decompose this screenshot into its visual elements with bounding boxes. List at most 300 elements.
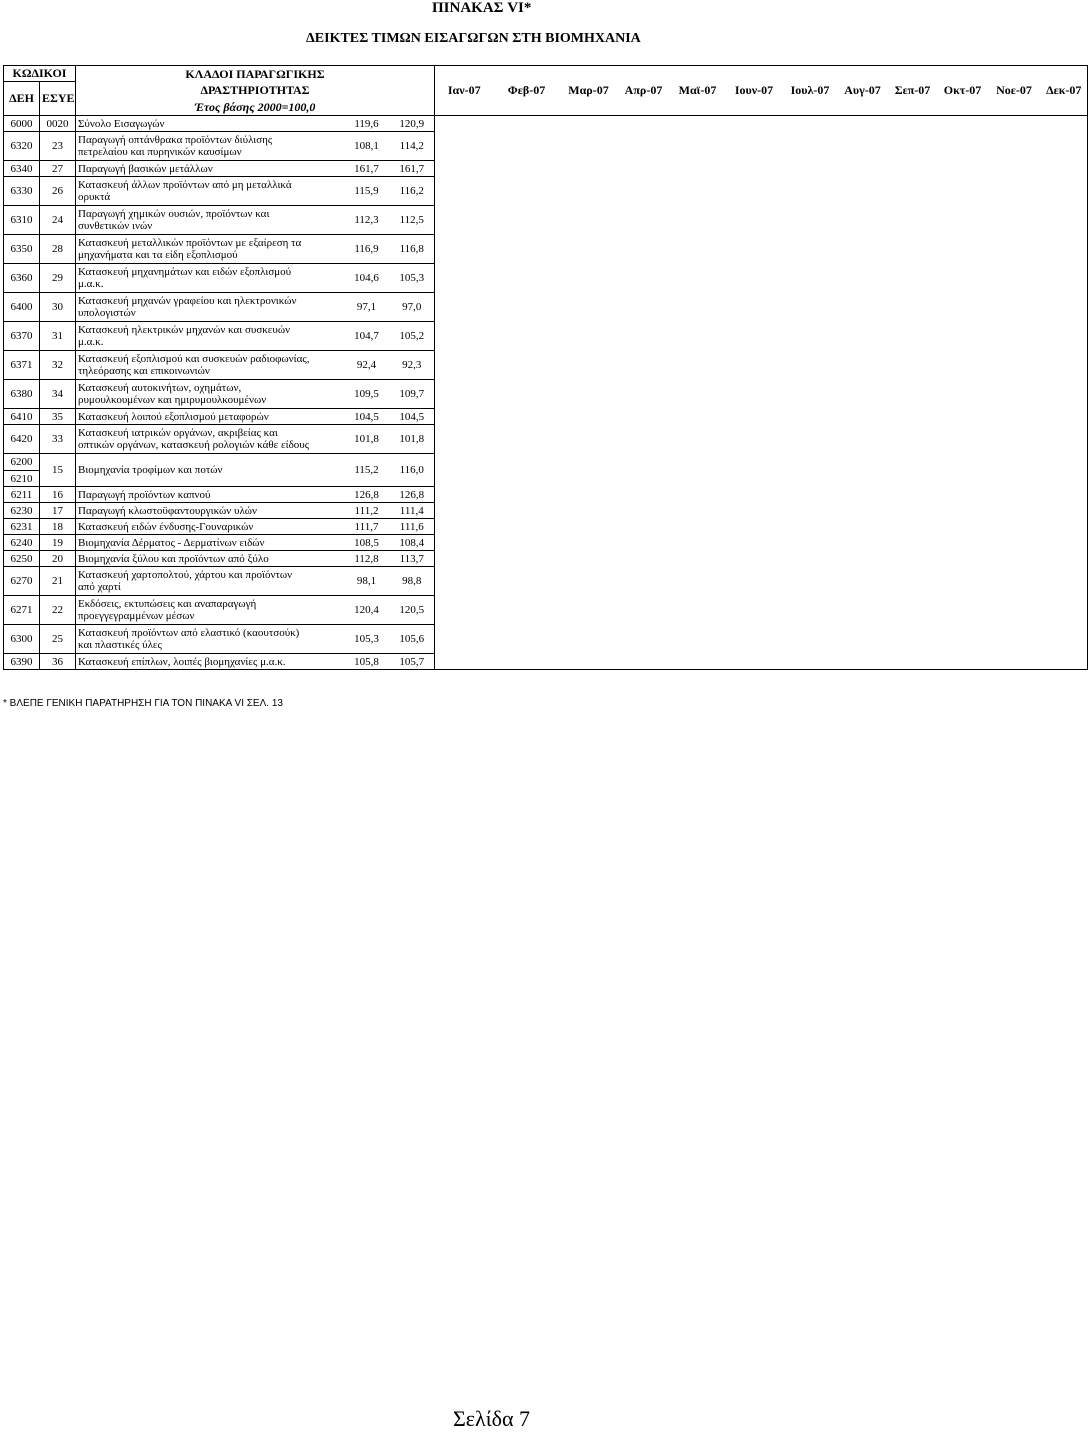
branch-description-line: Βιομηχανία ξύλου και προϊόντων από ξύλο [78, 552, 269, 565]
value-jan: 116,9 [344, 235, 390, 264]
value-feb: 105,7 [390, 654, 435, 670]
empty-month-cell [938, 487, 988, 503]
deh-header: ΔΕΗ [4, 82, 40, 116]
empty-month-cell [726, 264, 783, 293]
deh-code: 6400 [10, 301, 33, 313]
empty-month-cell [988, 454, 1041, 487]
deh-code-cell [4, 425, 40, 454]
empty-month-cell [838, 519, 888, 535]
value-jan: 105,3 [344, 625, 390, 654]
empty-month-cell [494, 235, 560, 264]
esye-code-cell: 27 [40, 161, 76, 177]
empty-month-cell [560, 235, 618, 264]
empty-month-cell [494, 177, 560, 206]
empty-month-cell [726, 487, 783, 503]
empty-month-cell [888, 503, 938, 519]
empty-month-cell [888, 380, 938, 409]
empty-month-cell [938, 116, 988, 132]
branch-description-line: και πλαστικές ύλες [78, 639, 162, 651]
empty-month-cell [888, 264, 938, 293]
empty-month-cell [888, 487, 938, 503]
empty-month-cell [618, 535, 670, 551]
empty-month-cell [838, 596, 888, 625]
branch-description [76, 351, 344, 380]
empty-month-cell [670, 551, 726, 567]
esye-code-cell: 20 [40, 551, 76, 567]
empty-month-cell [838, 206, 888, 235]
value-jan: 111,2 [344, 503, 390, 519]
empty-month-cell [888, 535, 938, 551]
base-year-label: Έτος βάσης 2000=100,0 [76, 99, 435, 116]
value-jan: 98,1 [344, 567, 390, 596]
price-index-table [3, 65, 1088, 670]
branch-description [76, 487, 344, 503]
empty-month-cell [783, 654, 838, 670]
branch-description [76, 322, 344, 351]
value-jan: 119,6 [344, 116, 390, 132]
empty-month-cell [988, 206, 1041, 235]
esye-code-cell: 21 [40, 567, 76, 596]
deh-code: 6270 [10, 575, 33, 587]
empty-month-cell [938, 535, 988, 551]
month-header: Αυγ-07 [838, 66, 888, 116]
value-jan: 104,5 [344, 409, 390, 425]
table-row [4, 567, 1088, 596]
empty-month-cell [888, 206, 938, 235]
value-feb: 101,8 [390, 425, 435, 454]
branch-description [76, 116, 344, 132]
branch-description-line: Κατασκευή μεταλλικών προϊόντων με εξαίρεση τα [78, 237, 302, 249]
empty-month-cell [838, 293, 888, 322]
empty-month-cell [988, 293, 1041, 322]
empty-month-cell [783, 351, 838, 380]
empty-month-cell [494, 503, 560, 519]
branch-description-line: Κατασκευή αυτοκινήτων, οχημάτων, [78, 382, 242, 394]
esye-code-cell: 19 [40, 535, 76, 551]
branch-description [76, 503, 344, 519]
empty-month-cell [726, 551, 783, 567]
empty-month-cell [560, 264, 618, 293]
empty-month-cell [670, 161, 726, 177]
month-header: Μαρ-07 [560, 66, 618, 116]
value-feb: 161,7 [390, 161, 435, 177]
branch-description-line: προεγγεγραμμένων μέσων [78, 610, 195, 622]
value-jan: 161,7 [344, 161, 390, 177]
empty-month-cell [435, 409, 494, 425]
branch-description [76, 625, 344, 654]
empty-month-cell [435, 454, 494, 487]
esye-code-cell: 31 [40, 322, 76, 351]
empty-month-cell [618, 454, 670, 487]
month-header: Φεβ-07 [494, 66, 560, 116]
deh-code: 6330 [10, 185, 33, 197]
deh-code-cell [4, 293, 40, 322]
empty-month-cell [494, 454, 560, 487]
deh-code-cell [4, 235, 40, 264]
month-header: Οκτ-07 [938, 66, 988, 116]
empty-month-cell [560, 116, 618, 132]
empty-month-cell [938, 519, 988, 535]
branch-description [76, 519, 344, 535]
value-jan: 104,7 [344, 322, 390, 351]
empty-month-cell [988, 567, 1041, 596]
value-feb: 113,7 [390, 551, 435, 567]
esye-code-cell: 35 [40, 409, 76, 425]
empty-month-cell [838, 409, 888, 425]
empty-month-cell [435, 551, 494, 567]
deh-code: 6211 [10, 488, 33, 501]
value-feb: 111,6 [390, 519, 435, 535]
empty-month-cell [618, 425, 670, 454]
branch-description-line: Κατασκευή μηχανημάτων και ειδών εξοπλισμού [78, 266, 292, 278]
empty-month-cell [838, 161, 888, 177]
branch-description-line: Κατασκευή ιατρικών οργάνων, ακριβείας και [78, 427, 278, 439]
table-row [4, 625, 1088, 654]
empty-month-cell [1041, 177, 1088, 206]
empty-month-cell [888, 519, 938, 535]
empty-month-cell [618, 132, 670, 161]
value-feb: 105,2 [390, 322, 435, 351]
deh-code-cell [4, 322, 40, 351]
table-row [4, 551, 1088, 567]
value-feb: 104,5 [390, 409, 435, 425]
empty-month-cell [783, 322, 838, 351]
month-header: Νοε-07 [988, 66, 1041, 116]
empty-month-cell [670, 116, 726, 132]
empty-month-cell [838, 322, 888, 351]
empty-month-cell [494, 264, 560, 293]
empty-month-cell [888, 551, 938, 567]
table-row [4, 409, 1088, 425]
empty-month-cell [1041, 161, 1088, 177]
empty-month-cell [560, 425, 618, 454]
table-title-text: ΠΙΝΑΚΑΣ VI* [432, 0, 532, 16]
esye-code-cell: 28 [40, 235, 76, 264]
empty-month-cell [1041, 206, 1088, 235]
empty-month-cell [726, 322, 783, 351]
branch-description-line: μηχανήματα και τα είδη εξοπλισμού [78, 249, 238, 261]
empty-month-cell [783, 454, 838, 487]
empty-month-cell [726, 625, 783, 654]
empty-month-cell [560, 535, 618, 551]
month-header: Ιουν-07 [726, 66, 783, 116]
empty-month-cell [988, 264, 1041, 293]
esye-code-cell: 18 [40, 519, 76, 535]
empty-month-cell [1041, 322, 1088, 351]
deh-code-cell [4, 596, 40, 625]
empty-month-cell [988, 322, 1041, 351]
empty-month-cell [618, 177, 670, 206]
deh-code: 6310 [10, 214, 33, 226]
empty-month-cell [435, 116, 494, 132]
empty-month-cell [888, 625, 938, 654]
empty-month-cell [435, 235, 494, 264]
deh-code: 6210 [10, 472, 33, 485]
empty-month-cell [726, 177, 783, 206]
empty-month-cell [618, 625, 670, 654]
empty-month-cell [1041, 264, 1088, 293]
esye-code-cell: 22 [40, 596, 76, 625]
esye-header: ΕΣΥΕ [40, 82, 76, 116]
empty-month-cell [988, 487, 1041, 503]
branch-description-line: Παραγωγή οπτάνθρακα προϊόντων διύλισης [78, 134, 273, 146]
value-jan: 126,8 [344, 487, 390, 503]
value-feb: 116,8 [390, 235, 435, 264]
deh-code: 6380 [10, 388, 33, 400]
table-body [4, 116, 1088, 670]
empty-month-cell [726, 132, 783, 161]
branch-description-line: υπολογιστών [78, 307, 136, 319]
empty-month-cell [726, 519, 783, 535]
empty-month-cell [838, 487, 888, 503]
value-feb: 112,5 [390, 206, 435, 235]
deh-code-cell [4, 551, 40, 567]
empty-month-cell [938, 503, 988, 519]
empty-month-cell [494, 132, 560, 161]
empty-month-cell [1041, 380, 1088, 409]
empty-month-cell [783, 409, 838, 425]
empty-month-cell [726, 235, 783, 264]
empty-month-cell [494, 596, 560, 625]
codes-header: ΚΩΔΙΚΟΙ [4, 66, 76, 82]
empty-month-cell [988, 409, 1041, 425]
branch-description-line: ορυκτά [78, 191, 111, 203]
empty-month-cell [494, 535, 560, 551]
value-feb: 116,0 [390, 454, 435, 487]
empty-month-cell [726, 409, 783, 425]
empty-month-cell [1041, 567, 1088, 596]
empty-month-cell [435, 567, 494, 596]
empty-month-cell [618, 351, 670, 380]
empty-month-cell [988, 535, 1041, 551]
empty-month-cell [618, 567, 670, 596]
empty-month-cell [435, 132, 494, 161]
empty-month-cell [783, 161, 838, 177]
deh-code-cell [4, 567, 40, 596]
value-jan: 115,9 [344, 177, 390, 206]
empty-month-cell [888, 293, 938, 322]
empty-month-cell [938, 409, 988, 425]
branch-description-line: Παραγωγή χημικών ουσιών, προϊόντων και [78, 208, 270, 220]
empty-month-cell [783, 177, 838, 206]
empty-month-cell [670, 519, 726, 535]
empty-month-cell [938, 625, 988, 654]
empty-month-cell [670, 206, 726, 235]
empty-month-cell [783, 206, 838, 235]
table-row [4, 380, 1088, 409]
empty-month-cell [670, 654, 726, 670]
esye-code-cell: 17 [40, 503, 76, 519]
empty-month-cell [435, 625, 494, 654]
empty-month-cell [1041, 409, 1088, 425]
deh-code: 6420 [10, 433, 33, 445]
empty-month-cell [560, 519, 618, 535]
value-feb: 111,4 [390, 503, 435, 519]
empty-month-cell [1041, 519, 1088, 535]
empty-month-cell [888, 132, 938, 161]
empty-month-cell [838, 535, 888, 551]
empty-month-cell [938, 351, 988, 380]
empty-month-cell [670, 487, 726, 503]
empty-month-cell [888, 177, 938, 206]
esye-code-cell: 15 [40, 454, 76, 487]
table-row [4, 519, 1088, 535]
empty-month-cell [560, 654, 618, 670]
deh-code-cell [4, 264, 40, 293]
empty-month-cell [888, 596, 938, 625]
empty-month-cell [1041, 551, 1088, 567]
empty-month-cell [838, 654, 888, 670]
deh-code-cell [4, 161, 40, 177]
empty-month-cell [783, 519, 838, 535]
deh-code-cell [4, 409, 40, 425]
value-jan: 92,4 [344, 351, 390, 380]
branch-description-line: Παραγωγή βασικών μετάλλων [78, 162, 213, 175]
empty-month-cell [888, 409, 938, 425]
empty-month-cell [1041, 132, 1088, 161]
branch-description [76, 293, 344, 322]
empty-month-cell [988, 235, 1041, 264]
empty-month-cell [726, 293, 783, 322]
empty-month-cell [494, 567, 560, 596]
empty-month-cell [783, 551, 838, 567]
empty-month-cell [670, 380, 726, 409]
empty-month-cell [838, 132, 888, 161]
branch-description-line: Κατασκευή λοιπού εξοπλισμού μεταφορών [78, 410, 269, 423]
empty-month-cell [783, 487, 838, 503]
empty-month-cell [670, 351, 726, 380]
table-row [4, 654, 1088, 670]
deh-code: 6370 [10, 330, 33, 342]
empty-month-cell [435, 177, 494, 206]
empty-month-cell [938, 322, 988, 351]
table-row [4, 161, 1088, 177]
empty-month-cell [618, 293, 670, 322]
empty-month-cell [938, 454, 988, 487]
deh-code-cell [4, 132, 40, 161]
empty-month-cell [618, 322, 670, 351]
branch-description-line: Παραγωγή κλωστοϋφαντουργικών υλών [78, 504, 258, 517]
table-row [4, 116, 1088, 132]
deh-code-cell [4, 503, 40, 519]
deh-code: 6320 [10, 140, 33, 152]
branch-description-line: Παραγωγή προϊόντων καπνού [78, 488, 211, 501]
deh-code-cell [4, 519, 40, 535]
deh-code: 6271 [10, 604, 33, 616]
value-jan: 97,1 [344, 293, 390, 322]
value-jan: 105,8 [344, 654, 390, 670]
empty-month-cell [938, 654, 988, 670]
value-feb: 92,3 [390, 351, 435, 380]
empty-month-cell [618, 264, 670, 293]
value-jan: 112,3 [344, 206, 390, 235]
empty-month-cell [435, 380, 494, 409]
deh-code-cell [4, 535, 40, 551]
branch-header-1: ΚΛΑΔΟΙ ΠΑΡΑΓΩΓΙΚΗΣ [76, 66, 435, 82]
empty-month-cell [1041, 454, 1088, 487]
empty-month-cell [670, 322, 726, 351]
empty-month-cell [938, 235, 988, 264]
empty-month-cell [618, 654, 670, 670]
branch-description-line: Κατασκευή επίπλων, λοιπές βιομηχανίες μ.α.κ. [78, 655, 286, 668]
empty-month-cell [618, 596, 670, 625]
empty-month-cell [938, 132, 988, 161]
empty-month-cell [726, 116, 783, 132]
empty-month-cell [670, 503, 726, 519]
empty-month-cell [435, 487, 494, 503]
empty-month-cell [494, 551, 560, 567]
empty-month-cell [494, 425, 560, 454]
table-row [4, 264, 1088, 293]
empty-month-cell [560, 487, 618, 503]
empty-month-cell [838, 551, 888, 567]
esye-code-cell: 34 [40, 380, 76, 409]
empty-month-cell [938, 161, 988, 177]
esye-code-cell: 25 [40, 625, 76, 654]
empty-month-cell [670, 293, 726, 322]
empty-month-cell [838, 625, 888, 654]
esye-code-cell: 32 [40, 351, 76, 380]
empty-month-cell [783, 380, 838, 409]
empty-month-cell [494, 293, 560, 322]
branch-description [76, 206, 344, 235]
empty-month-cell [938, 567, 988, 596]
empty-month-cell [618, 487, 670, 503]
empty-month-cell [938, 380, 988, 409]
table-row [4, 454, 1088, 487]
branch-description-line: Κατασκευή εξοπλισμού και συσκευών ραδιοφωνίας, [78, 353, 310, 365]
branch-description [76, 596, 344, 625]
esye-code-cell: 29 [40, 264, 76, 293]
empty-month-cell [670, 567, 726, 596]
empty-month-cell [988, 551, 1041, 567]
table-row [4, 425, 1088, 454]
value-feb: 120,5 [390, 596, 435, 625]
branch-description [76, 132, 344, 161]
value-jan: 120,4 [344, 596, 390, 625]
empty-month-cell [560, 322, 618, 351]
empty-month-cell [1041, 235, 1088, 264]
empty-month-cell [726, 425, 783, 454]
deh-code-cell [4, 487, 40, 503]
deh-code: 6000 [10, 117, 33, 130]
deh-code-cell [4, 351, 40, 380]
table-row [4, 351, 1088, 380]
deh-code-cell [4, 380, 40, 409]
branch-description-line: Εκδόσεις, εκτυπώσεις και αναπαραγωγή [78, 598, 257, 610]
empty-month-cell [783, 235, 838, 264]
value-jan: 104,6 [344, 264, 390, 293]
empty-month-cell [618, 116, 670, 132]
branch-description [76, 177, 344, 206]
empty-month-cell [560, 454, 618, 487]
empty-month-cell [988, 116, 1041, 132]
empty-month-cell [435, 425, 494, 454]
deh-code: 6240 [10, 536, 33, 549]
branch-description [76, 235, 344, 264]
branch-description-line: Κατασκευή ειδών ένδυσης-Γουναρικών [78, 520, 254, 533]
empty-month-cell [670, 425, 726, 454]
empty-month-cell [938, 596, 988, 625]
empty-month-cell [988, 503, 1041, 519]
empty-month-cell [1041, 596, 1088, 625]
table-row [4, 206, 1088, 235]
month-header: Δεκ-07 [1041, 66, 1088, 116]
esye-code-cell: 36 [40, 654, 76, 670]
table-subtitle-text: ΔΕΙΚΤΕΣ ΤΙΜΩΝ ΕΙΣΑΓΩΓΩΝ ΣΤΗ ΒΙΟΜΗΧΑΝΙΑ [306, 31, 641, 46]
empty-month-cell [494, 625, 560, 654]
empty-month-cell [670, 235, 726, 264]
